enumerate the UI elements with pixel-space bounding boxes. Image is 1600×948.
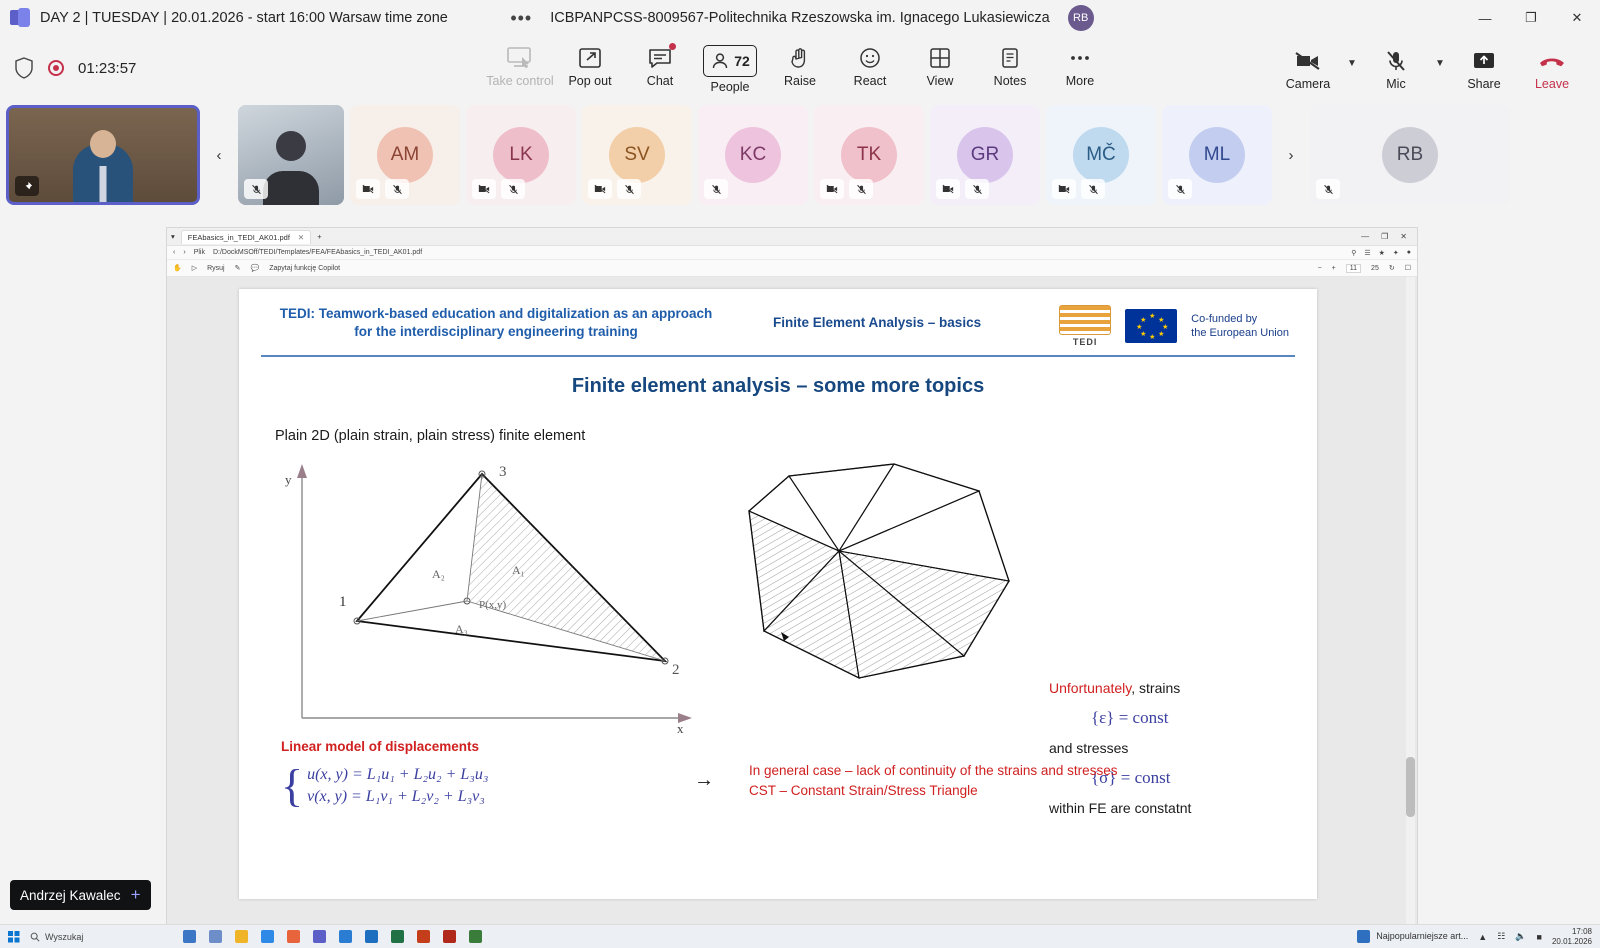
participant-roster bbox=[0, 100, 1600, 210]
microphone-muted-icon bbox=[385, 179, 409, 199]
mic-label: Mic bbox=[1386, 76, 1406, 91]
more-button[interactable] bbox=[1046, 39, 1114, 92]
take-control-icon bbox=[505, 45, 535, 71]
svg-text:x: x bbox=[677, 721, 684, 736]
microphone-muted-icon bbox=[704, 179, 728, 199]
tab-list-chevron-down-icon[interactable]: ▾ bbox=[171, 232, 175, 241]
people-icon bbox=[710, 48, 730, 74]
participant-tile-GR[interactable] bbox=[930, 105, 1040, 205]
microphone-muted-icon bbox=[617, 179, 641, 199]
general-case-line1: In general case – lack of continuity of the strains and stresses bbox=[749, 763, 1118, 778]
notes-label: Notes bbox=[993, 73, 1027, 88]
hang-up-icon bbox=[1537, 48, 1567, 74]
pdf-scrollbar-track[interactable] bbox=[1406, 277, 1415, 924]
slide-header bbox=[239, 289, 1317, 347]
highlight-icon[interactable]: ✎ bbox=[234, 265, 241, 272]
rotate-icon[interactable]: ↻ bbox=[1388, 265, 1395, 272]
tile-badges bbox=[588, 179, 641, 199]
tile-badges bbox=[1052, 179, 1105, 199]
participant-initials: SV bbox=[609, 127, 665, 183]
file-explorer-icon[interactable] bbox=[235, 930, 248, 943]
add-reaction-plus-icon[interactable]: + bbox=[130, 885, 141, 904]
roster-next-arrow[interactable]: › bbox=[1288, 146, 1294, 164]
linear-model-header: Linear model of displacements bbox=[281, 739, 480, 754]
sidebar-icon[interactable]: ☰ bbox=[1364, 249, 1371, 257]
participant-initials: MČ bbox=[1073, 127, 1129, 183]
more-horizontal-icon bbox=[1067, 45, 1093, 71]
pop-out-icon bbox=[577, 45, 603, 71]
mic-options-chevron-down-icon[interactable]: ▼ bbox=[1435, 57, 1445, 69]
participant-initials: GR bbox=[957, 127, 1013, 183]
camera-off-icon bbox=[472, 179, 496, 199]
react-button[interactable] bbox=[836, 39, 904, 92]
windows-taskbar bbox=[0, 924, 1600, 948]
slide-title: Finite element analysis – some more topics bbox=[571, 375, 985, 397]
camera-off-icon bbox=[1052, 179, 1076, 199]
arrow-right-icon: → bbox=[694, 769, 714, 791]
widgets-icon[interactable] bbox=[209, 930, 222, 943]
share-button[interactable] bbox=[1450, 42, 1518, 95]
forward-arrow-icon[interactable]: › bbox=[183, 249, 186, 256]
meeting-timer: 01:23:57 bbox=[78, 59, 137, 77]
shared-screen[interactable] bbox=[166, 227, 1418, 925]
grid-view-icon bbox=[928, 45, 952, 71]
emoji-icon bbox=[858, 45, 882, 71]
news-notification-text: Najpopularniejsze art... bbox=[1376, 930, 1469, 941]
eu-flag-icon: ★ ★ ★ ★ ★ ★ ★ ★ bbox=[1125, 309, 1177, 343]
shield-icon bbox=[14, 57, 34, 79]
participant-initials: KC bbox=[725, 127, 781, 183]
take-control-button[interactable] bbox=[486, 39, 554, 92]
svg-text:P(x,y): P(x,y) bbox=[479, 599, 507, 611]
microphone-muted-icon bbox=[1316, 179, 1340, 199]
course-title: Finite Element Analysis – basics bbox=[773, 315, 982, 330]
participant-initials: LK bbox=[493, 127, 549, 183]
camera-off-icon bbox=[588, 179, 612, 199]
view-button[interactable] bbox=[906, 39, 974, 92]
svg-text:2: 2 bbox=[672, 662, 680, 678]
general-case-line2: CST – Constant Strain/Stress Triangle bbox=[749, 782, 978, 798]
powerpoint-icon[interactable] bbox=[417, 930, 430, 943]
meeting-name: ICBPANPCSS-8009567-Politechnika Rzeszowska im. Ignacego Lukasiewicza bbox=[550, 10, 1050, 26]
header-divider bbox=[261, 355, 1295, 357]
raise-label: Raise bbox=[784, 73, 816, 88]
displacement-equation-u: u(x, y) = L₁u₁ + L₂u₂ + L₃u₃ bbox=[307, 766, 489, 783]
acrobat-tab-title: FEAbasics_in_TEDI_AK01.pdf bbox=[187, 232, 290, 242]
camera-off-icon bbox=[1293, 48, 1323, 74]
tile-badges bbox=[244, 179, 268, 199]
pin-icon[interactable] bbox=[15, 176, 39, 196]
file-path: D:/DockMSOff/TEDI/Templates/FEA/FEAbasics_in_TEDI_AK01.pdf bbox=[212, 249, 423, 256]
acrobat-tab-bar bbox=[167, 228, 1417, 246]
tile-badges bbox=[356, 179, 409, 199]
chat-unread-badge bbox=[669, 43, 676, 50]
speaker-name-pill bbox=[10, 880, 151, 910]
camera-label: Camera bbox=[1285, 76, 1331, 91]
tile-badges bbox=[1316, 179, 1340, 199]
notes-icon bbox=[998, 45, 1022, 71]
select-tool-icon[interactable]: ▷ bbox=[191, 265, 198, 272]
slide-subheading: Plain 2D (plain strain, plain stress) finite element bbox=[275, 428, 586, 444]
participant-tile-ML[interactable] bbox=[1162, 105, 1272, 205]
tile-badges bbox=[472, 179, 525, 199]
teams-taskbar-icon[interactable] bbox=[313, 930, 326, 943]
taskbar-tray bbox=[1357, 927, 1592, 945]
svg-text:y: y bbox=[285, 472, 292, 487]
excel-icon[interactable] bbox=[391, 930, 404, 943]
participant-initials: RB bbox=[1382, 127, 1438, 183]
taskbar-search-label: Wyszukaj bbox=[45, 931, 84, 942]
hand-tool-icon[interactable]: ✋ bbox=[173, 265, 182, 272]
participant-tile-RB[interactable] bbox=[1310, 105, 1510, 205]
word-icon[interactable] bbox=[365, 930, 378, 943]
pdf-page bbox=[239, 289, 1317, 899]
taskbar-search[interactable] bbox=[30, 932, 83, 942]
camera-options-chevron-down-icon[interactable]: ▼ bbox=[1347, 57, 1357, 69]
acrobat-path-bar bbox=[167, 246, 1417, 260]
svg-text:1: 1 bbox=[339, 594, 347, 610]
taskbar-app-icons bbox=[183, 930, 482, 943]
acrobat-taskbar-icon[interactable] bbox=[443, 930, 456, 943]
avatar[interactable]: RB bbox=[1068, 5, 1094, 31]
copilot-icon[interactable]: ✦ bbox=[1392, 249, 1399, 257]
tedi-logo bbox=[1059, 305, 1111, 347]
share-screen-icon bbox=[1471, 48, 1497, 74]
camera-button[interactable] bbox=[1274, 42, 1342, 95]
share-label: Share bbox=[1467, 76, 1501, 91]
participant-initials: ML bbox=[1189, 127, 1245, 183]
displacement-equation-v: v(x, y) = L₁v₁ + L₂v₂ + L₃v₃ bbox=[307, 788, 485, 805]
battery-icon[interactable]: ■ bbox=[1536, 931, 1542, 942]
participant-tile-SV[interactable] bbox=[582, 105, 692, 205]
participant-tile-AM[interactable] bbox=[350, 105, 460, 205]
zoom-out-icon[interactable]: − bbox=[1317, 264, 1322, 272]
fit-page-icon[interactable]: ☐ bbox=[1404, 265, 1411, 272]
window-title-bar bbox=[0, 0, 1600, 36]
new-tab-button[interactable]: + bbox=[317, 232, 322, 241]
microphone-muted-icon bbox=[965, 179, 989, 199]
tile-badges bbox=[1168, 179, 1192, 199]
acrobat-tools-bar bbox=[167, 260, 1417, 277]
acrobat-account-avatar[interactable]: ● bbox=[1406, 248, 1411, 256]
roster-prev-arrow[interactable]: ‹ bbox=[216, 146, 222, 164]
news-notification[interactable] bbox=[1357, 930, 1469, 943]
svg-text:A₃: A₃ bbox=[455, 622, 468, 636]
volume-icon[interactable]: 🔈 bbox=[1515, 931, 1527, 941]
tile-badges bbox=[704, 179, 728, 199]
network-icon[interactable]: ☷ bbox=[1497, 931, 1506, 941]
participant-tile-active-speaker[interactable] bbox=[6, 105, 200, 205]
path-label: Plik bbox=[193, 249, 205, 256]
speaker-name: Andrzej Kawalec bbox=[20, 887, 121, 903]
pop-out-button[interactable] bbox=[556, 39, 624, 92]
participant-tile-LK[interactable] bbox=[466, 105, 576, 205]
acrobat-tab[interactable] bbox=[181, 230, 311, 244]
project-title: TEDI: Teamwork-based education and digitalization as an approach for the interdisciplinary engineering training bbox=[279, 306, 713, 340]
back-arrow-icon[interactable]: ‹ bbox=[173, 249, 176, 256]
tedi-logo-word: TEDI bbox=[1072, 337, 1098, 347]
people-button[interactable] bbox=[696, 39, 764, 98]
teams-logo-icon bbox=[10, 8, 30, 28]
tile-badges bbox=[820, 179, 873, 199]
participant-tile-KC[interactable] bbox=[698, 105, 808, 205]
take-control-label: Take control bbox=[486, 73, 554, 88]
view-label: View bbox=[926, 73, 954, 88]
tile-badges bbox=[936, 179, 989, 199]
pop-out-label: Pop out bbox=[568, 73, 612, 88]
general-case-note bbox=[749, 761, 1117, 800]
copilot-ask-label[interactable]: Zapytaj funkcję Copilot bbox=[269, 264, 341, 272]
participant-initials: TK bbox=[841, 127, 897, 183]
outlook-icon[interactable] bbox=[261, 930, 274, 943]
tray-clock[interactable] bbox=[1552, 927, 1592, 945]
people-label: People bbox=[710, 79, 750, 94]
raise-hand-icon bbox=[788, 45, 812, 71]
meeting-toolbar bbox=[0, 36, 1600, 100]
tray-chevron-up-icon[interactable]: ▲ bbox=[1478, 931, 1488, 942]
mic-button[interactable] bbox=[1362, 42, 1430, 95]
more-label: More bbox=[1065, 73, 1095, 88]
more-options-icon[interactable]: ••• bbox=[510, 8, 533, 28]
minimize-icon[interactable]: — bbox=[1478, 10, 1492, 26]
search-icon[interactable]: ⚲ bbox=[1351, 249, 1357, 257]
clock-time: 17:08 bbox=[1571, 927, 1592, 937]
camera-off-icon bbox=[936, 179, 960, 199]
microphone-muted-icon bbox=[501, 179, 525, 199]
clock-date: 20.01.2026 bbox=[1551, 936, 1592, 946]
meeting-day-title: DAY 2 | TUESDAY | 20.01.2026 - start 16:00 Warsaw time zone bbox=[40, 10, 448, 26]
svg-text:3: 3 bbox=[499, 464, 507, 480]
maximize-icon[interactable]: ❐ bbox=[1525, 10, 1537, 25]
camera-off-icon bbox=[356, 179, 380, 199]
react-label: React bbox=[853, 73, 887, 88]
leave-label: Leave bbox=[1534, 76, 1570, 91]
close-icon[interactable]: ✕ bbox=[297, 232, 305, 242]
start-button-icon[interactable] bbox=[8, 931, 20, 943]
bookmark-icon[interactable]: ★ bbox=[1378, 249, 1385, 257]
stress-equation: {σ} = const bbox=[1091, 768, 1171, 787]
stresses-line: and stresses bbox=[1049, 740, 1129, 756]
comment-icon[interactable]: 💬 bbox=[250, 265, 260, 272]
leave-button[interactable] bbox=[1518, 42, 1586, 95]
triangle-element-figure bbox=[267, 456, 727, 756]
pdf-scrollbar-thumb[interactable] bbox=[1406, 757, 1415, 817]
tedi-logo-icon bbox=[1059, 305, 1111, 335]
draw-tool-label[interactable]: Rysuj bbox=[207, 264, 225, 272]
pdf-viewport[interactable] bbox=[167, 277, 1417, 924]
acrobat-maximize-icon[interactable]: ❐ bbox=[1381, 232, 1389, 241]
microphone-muted-icon bbox=[1081, 179, 1105, 199]
svg-text:A₁: A₁ bbox=[512, 563, 525, 577]
participant-tile-MC[interactable] bbox=[1046, 105, 1156, 205]
brace-glyph: { bbox=[281, 759, 304, 811]
raise-hand-button[interactable] bbox=[766, 39, 834, 92]
misc-app-icon[interactable] bbox=[469, 930, 482, 943]
notes-button[interactable] bbox=[976, 39, 1044, 92]
camera-off-icon bbox=[820, 179, 844, 199]
window-controls bbox=[1462, 0, 1600, 36]
constant-line: within FE are constatnt bbox=[1049, 800, 1192, 816]
zoom-in-icon[interactable]: + bbox=[1331, 264, 1336, 272]
microphone-muted-icon bbox=[244, 179, 268, 199]
close-icon[interactable]: ✕ bbox=[1571, 10, 1583, 25]
microphone-muted-icon bbox=[849, 179, 873, 199]
acrobat-minimize-icon[interactable]: — bbox=[1361, 232, 1370, 241]
recording-indicator-icon bbox=[48, 60, 64, 76]
svg-text:A₂: A₂ bbox=[432, 567, 445, 581]
firefox-icon[interactable] bbox=[287, 930, 300, 943]
microphone-muted-icon bbox=[1384, 48, 1408, 74]
participant-tile-TK[interactable] bbox=[814, 105, 924, 205]
participant-tile-photo[interactable] bbox=[238, 105, 344, 205]
task-view-icon[interactable] bbox=[183, 930, 196, 943]
strain-equation: {ε} = const bbox=[1091, 708, 1169, 727]
chat-button[interactable] bbox=[626, 39, 694, 92]
participant-initials: AM bbox=[377, 127, 433, 183]
edge-icon[interactable] bbox=[339, 930, 352, 943]
people-count: 72 bbox=[734, 52, 750, 69]
chat-label: Chat bbox=[646, 73, 674, 88]
strains-word: , strains bbox=[1131, 680, 1181, 696]
unfortunately-word: Unfortunately bbox=[1049, 680, 1132, 696]
linear-model-block bbox=[281, 739, 489, 811]
mesh-figure bbox=[729, 456, 1059, 716]
page-number-field[interactable]: 11 bbox=[1346, 264, 1361, 273]
microphone-muted-icon bbox=[1168, 179, 1192, 199]
acrobat-close-icon[interactable]: ✕ bbox=[1400, 232, 1407, 241]
page-total: 25 bbox=[1371, 264, 1379, 272]
eu-funding-text: Co-funded by the European Union bbox=[1191, 312, 1289, 339]
